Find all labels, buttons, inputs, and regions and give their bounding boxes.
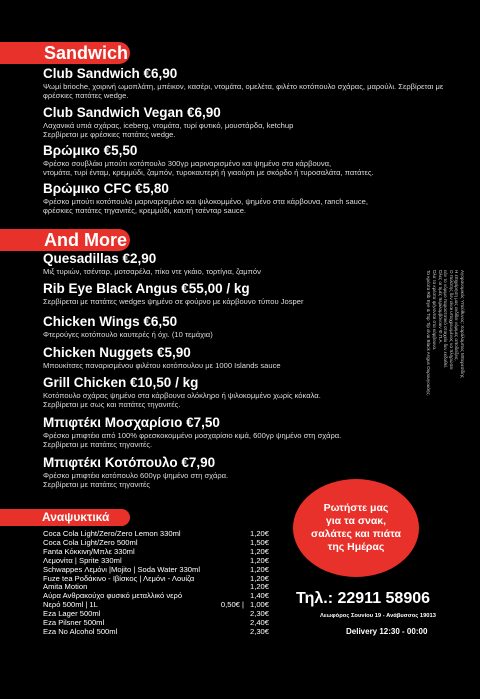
menu-item [43, 66, 463, 100]
menu-item-desc: Λαχανικά υπιά σχάρας, iceberg, ντομάτα, τυρί φυτικό, μουστάρδα, ketchup Σερβίρεται με φρέσκιες πατάτες wedge. [43, 121, 294, 139]
menu-item-title: Club Sandwich Vegan €6,90 [43, 105, 221, 120]
menu-item [43, 105, 463, 139]
menu-item [43, 375, 463, 409]
drink-name: Coca Cola Light/Zero 500ml [43, 537, 138, 547]
drink-price: 1,20€ [249, 564, 269, 574]
drinks-list [43, 530, 269, 637]
drink-name: Λεμονίτα | Sprite 330ml [43, 555, 122, 565]
menu-item-desc: Φρέσκο σουβλάκι μπούτι κοτόπουλο 300γρ μαριναρισμένο και ψημένο στα κάρβουνα, ντομάτα, τυρί ένταμ, κρεμμύδι, ζαμπόν, τυροκαυτερή ή γιαούρτι με σκόρδο ή τυροσαλάτα, πατάτες. [43, 159, 374, 177]
promo-line: της Ημέρας [327, 541, 385, 553]
menu-item-title: Quesadillas €2,90 [43, 251, 157, 266]
legal-note: Ο πελάτης δεν είναι υποχρεωμένος να πληρώσει [448, 270, 454, 370]
legal-note: Όλα τα κρέατα ψήνονται στα κάρβουνα. [432, 270, 438, 351]
drink-price: 1,40€ [249, 591, 269, 601]
drink-price: 1,20€ [249, 546, 269, 556]
drink-price: 2,40€ [249, 618, 269, 628]
drink-price: 1,20€ [249, 582, 269, 592]
drink-name: Eza No Alcohol 500ml [43, 626, 118, 636]
section-banner-more [0, 229, 130, 251]
drink-price-small: 0,50€ | [220, 600, 244, 610]
promo-line: Ρωτήστε μας [323, 502, 389, 514]
legal-note: Αγορανομικός Υπεύθυνος: Χαράλαμπος Μπερεσίδης [460, 270, 465, 378]
drink-name: Amita Motion [43, 582, 88, 592]
drink-name: Coca Cola Light/Zero/Zero Lemon 330ml [43, 529, 181, 538]
promo-line: σαλάτες και πιάτα [311, 528, 401, 540]
menu-item-title: Rib Eye Black Angus €55,00 / kg [43, 281, 250, 296]
drink-name: Αύρα Ανθρακούχο φυσικό μεταλλικό νερό [43, 591, 183, 601]
promo-line: για τα σνακ, [325, 515, 387, 527]
promo-circle [293, 479, 419, 577]
menu-item [43, 415, 393, 449]
drink-name: Eza Lager 500ml [43, 609, 101, 619]
menu-item-title: Club Sandwich €6,90 [43, 66, 178, 81]
phone-number[interactable]: Τηλ.: 22911 58906 [296, 590, 431, 607]
menu-item-desc: Φτερούγες κοτόπουλο καυτερές ή όχι. (10 τεμάχια) [43, 330, 213, 339]
legal-note: Τα κρέατα Rib Eye & Top Tip είναι Black Angus Ουρουγουάης. [426, 270, 432, 396]
menu-item [43, 251, 463, 276]
menu-item [43, 281, 463, 306]
section-banner-sandwich [0, 42, 130, 64]
menu-item-desc: Σερβίρεται με πατάτες wedges ψημένο σε φούρνο με κάρβουνο τύπου Josper [43, 297, 304, 306]
section-title: Sandwich [44, 42, 129, 63]
section-title: And More [44, 229, 127, 250]
menu-item [43, 143, 463, 177]
menu-item-desc: Μιξ τυριών, τσένταρ, μοτσαρέλα, πίκο ντε γκάιο, τορτίγια, ζαμπόν [43, 267, 261, 276]
drink-row [43, 628, 269, 637]
menu-item [43, 455, 283, 489]
drink-price: 1,20€ [249, 573, 269, 583]
drink-price: 2,30€ [249, 626, 269, 636]
menu-item [43, 345, 463, 370]
drink-name: Νερό 500ml | 1L [43, 600, 98, 610]
menu-item-title: Chicken Nuggets €5,90 [43, 345, 191, 360]
menu-item [43, 314, 463, 339]
menu-item [43, 181, 463, 215]
drink-name: Schwappes Λεμόνι |Mojito | Soda Water 330ml [43, 564, 201, 574]
menu-item-desc: Φρέσκο μπιφτέκι από 100% φρεσκοκομμένο μοσχαρίσιο κιμά, 600γρ ψημένο στη σχάρα. Σερβίρεται με πατάτες τηγανιτές. [43, 431, 342, 449]
menu-item-title: Βρώμικο CFC €5,80 [43, 181, 169, 196]
address: Λεωφόρος Σουνίου 19 - Ανάβυσσος 19013 [320, 613, 436, 619]
drink-price: 1,50€ [249, 537, 269, 547]
drink-price: 1,00€ [249, 600, 269, 610]
drink-name: Fanta Κόκκινη/Μπλε 330ml [43, 546, 135, 556]
menu-item-title: Chicken Wings €6,50 [43, 314, 178, 329]
menu-item-desc: Μπουκίτσες παναρισμένου φιλέτου κοτόπουλου με 1000 Islands sauce [43, 361, 281, 370]
drink-price: 2,30€ [249, 609, 269, 619]
menu-item-title: Μπιφτέκι Κοτόπουλο €7,90 [43, 455, 216, 470]
menu-item-desc: Φρέσκο μπούτι κοτόπουλο μαριναρισμένο και ψιλοκομμένο, ψημένο στα κάρβουνα, ranch sauce, φρέσκιες πατάτες τηγανιτές, κρεμμύδι, καυτή τσένταρ sauce. [43, 197, 369, 215]
menu-item-title: Grill Chicken €10,50 / kg [43, 375, 199, 390]
menu-item-title: Μπιφτέκι Μοσχαρίσιο €7,50 [43, 415, 220, 430]
legal-notes [405, 270, 465, 430]
legal-note: εάν το νόμιμο παραστατικό στοιχείο δεν εκδοθεί. [443, 270, 449, 368]
drink-name: Eza Pilsner 500ml [43, 618, 105, 628]
section-banner-drinks [0, 509, 130, 526]
menu-item-desc: Φρέσκο μπιφτέκι κοτόπουλο 600γρ ψημένο στη σχάρα. Σερβίρεται με πατάτες τηγανιτές [43, 471, 229, 489]
menu-item-desc: Ψωμί brioche, χοιρινή ωμοπλάτη, μπέικον, κασέρι, ντομάτα, ομελέτα, φιλέτο κοτόπουλο σχάρας, μαρούλι. Σερβίρεται με φρέσκιες πατάτες wedge. [43, 82, 444, 100]
delivery-hours: Delivery 12:30 - 00:00 [346, 627, 428, 636]
drink-price: 1,20€ [249, 555, 269, 565]
menu-item-title: Βρώμικο €5,50 [43, 143, 138, 158]
menu-item-desc: Κοτόπουλο σχάρας ψημένο στα κάρβουνα ολόκληρο ή ψιλοκομμένο χωρίς κόκαλα. Σερβίρεται με σως και πατάτες τηγανιτές. [43, 391, 321, 409]
legal-note: Όλες οι τιμές περιλαμβάνουν Φ.Π.Α. [437, 270, 443, 344]
drink-name: Fuze tea Ροδάκινο - Ιβίσκος | Λεμόνι - Λουίζα [43, 573, 195, 583]
drink-price: 1,20€ [249, 529, 269, 538]
section-title: Αναψυκτικά [42, 510, 110, 524]
legal-note: Η επιχείρηση μας εκδίδει νόμιμες αποδείξεις. [454, 270, 460, 361]
